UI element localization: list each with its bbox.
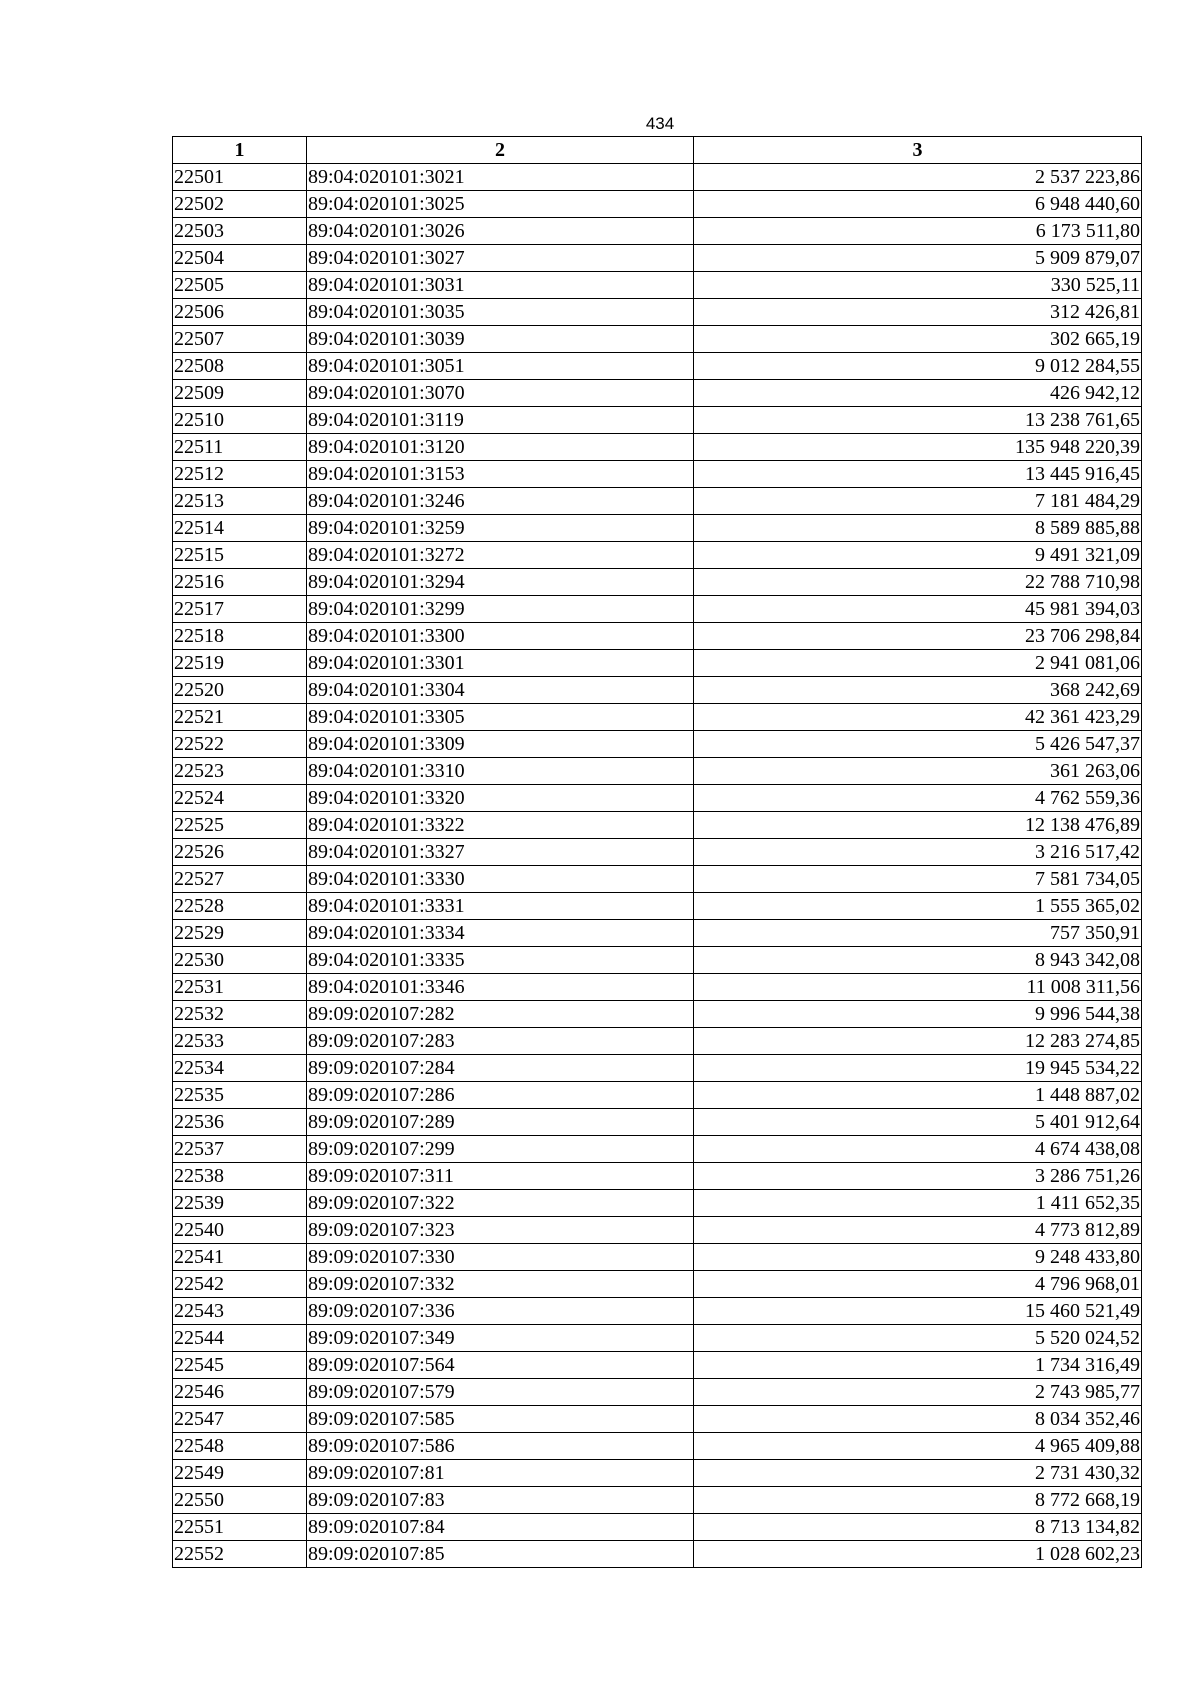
row-number: 22534 — [173, 1055, 307, 1082]
table-row — [173, 866, 1142, 893]
row-number: 22545 — [173, 1352, 307, 1379]
cadastral-value: 3 216 517,42 — [694, 839, 1142, 866]
cadastral-value: 5 426 547,37 — [694, 731, 1142, 758]
row-number: 22513 — [173, 488, 307, 515]
table-header-row — [173, 137, 1142, 164]
table-row — [173, 596, 1142, 623]
row-number: 22549 — [173, 1460, 307, 1487]
cadastral-value: 9 491 321,09 — [694, 542, 1142, 569]
cadastral-value: 42 361 423,29 — [694, 704, 1142, 731]
cadastral-number: 89:09:020107:81 — [307, 1460, 694, 1487]
cadastral-number: 89:09:020107:85 — [307, 1541, 694, 1568]
row-number: 22516 — [173, 569, 307, 596]
table-row — [173, 893, 1142, 920]
table-row — [173, 1352, 1142, 1379]
cadastral-number: 89:04:020101:3300 — [307, 623, 694, 650]
table-row — [173, 650, 1142, 677]
row-number: 22540 — [173, 1217, 307, 1244]
cadastral-number: 89:09:020107:282 — [307, 1001, 694, 1028]
cadastral-number: 89:04:020101:3051 — [307, 353, 694, 380]
row-number: 22514 — [173, 515, 307, 542]
row-number: 22544 — [173, 1325, 307, 1352]
cadastral-number: 89:04:020101:3119 — [307, 407, 694, 434]
cadastral-value: 426 942,12 — [694, 380, 1142, 407]
row-number: 22530 — [173, 947, 307, 974]
table-row — [173, 515, 1142, 542]
cadastral-number: 89:04:020101:3027 — [307, 245, 694, 272]
row-number: 22525 — [173, 812, 307, 839]
cadastral-number: 89:04:020101:3294 — [307, 569, 694, 596]
cadastral-value: 1 555 365,02 — [694, 893, 1142, 920]
cadastral-number: 89:09:020107:564 — [307, 1352, 694, 1379]
cadastral-value: 9 012 284,55 — [694, 353, 1142, 380]
cadastral-number: 89:09:020107:332 — [307, 1271, 694, 1298]
cadastral-value: 2 731 430,32 — [694, 1460, 1142, 1487]
table-row — [173, 1109, 1142, 1136]
cadastral-number: 89:09:020107:286 — [307, 1082, 694, 1109]
table-row — [173, 326, 1142, 353]
cadastral-value: 19 945 534,22 — [694, 1055, 1142, 1082]
cadastral-value: 6 173 511,80 — [694, 218, 1142, 245]
cadastral-number: 89:09:020107:83 — [307, 1487, 694, 1514]
cadastral-number: 89:09:020107:586 — [307, 1433, 694, 1460]
row-number: 22512 — [173, 461, 307, 488]
table-row — [173, 1190, 1142, 1217]
row-number: 22521 — [173, 704, 307, 731]
cadastral-number: 89:04:020101:3031 — [307, 272, 694, 299]
cadastral-value: 1 448 887,02 — [694, 1082, 1142, 1109]
table-row — [173, 1136, 1142, 1163]
row-number: 22511 — [173, 434, 307, 461]
table-row — [173, 1406, 1142, 1433]
cadastral-value: 9 996 544,38 — [694, 1001, 1142, 1028]
row-number: 22523 — [173, 758, 307, 785]
table-row — [173, 920, 1142, 947]
table-row — [173, 704, 1142, 731]
cadastral-value: 5 401 912,64 — [694, 1109, 1142, 1136]
row-number: 22527 — [173, 866, 307, 893]
table-row — [173, 488, 1142, 515]
cadastral-value: 12 283 274,85 — [694, 1028, 1142, 1055]
table-row — [173, 1271, 1142, 1298]
column-header-2: 2 — [307, 137, 694, 164]
cadastral-value: 45 981 394,03 — [694, 596, 1142, 623]
column-header-1: 1 — [173, 137, 307, 164]
row-number: 22519 — [173, 650, 307, 677]
cadastral-number: 89:04:020101:3304 — [307, 677, 694, 704]
row-number: 22504 — [173, 245, 307, 272]
table-row — [173, 1217, 1142, 1244]
row-number: 22538 — [173, 1163, 307, 1190]
row-number: 22535 — [173, 1082, 307, 1109]
row-number: 22528 — [173, 893, 307, 920]
row-number: 22548 — [173, 1433, 307, 1460]
cadastral-value: 5 520 024,52 — [694, 1325, 1142, 1352]
row-number: 22515 — [173, 542, 307, 569]
cadastral-value: 22 788 710,98 — [694, 569, 1142, 596]
row-number: 22526 — [173, 839, 307, 866]
table-row — [173, 299, 1142, 326]
cadastral-value: 368 242,69 — [694, 677, 1142, 704]
cadastral-number: 89:04:020101:3322 — [307, 812, 694, 839]
cadastral-number: 89:04:020101:3334 — [307, 920, 694, 947]
cadastral-value: 7 581 734,05 — [694, 866, 1142, 893]
row-number: 22503 — [173, 218, 307, 245]
cadastral-value: 8 943 342,08 — [694, 947, 1142, 974]
row-number: 22546 — [173, 1379, 307, 1406]
cadastral-value: 23 706 298,84 — [694, 623, 1142, 650]
cadastral-number: 89:04:020101:3330 — [307, 866, 694, 893]
table-row — [173, 1487, 1142, 1514]
cadastral-value: 330 525,11 — [694, 272, 1142, 299]
table-row — [173, 1082, 1142, 1109]
cadastral-number: 89:04:020101:3327 — [307, 839, 694, 866]
row-number: 22508 — [173, 353, 307, 380]
data-table — [172, 136, 1142, 1568]
table-row — [173, 1460, 1142, 1487]
row-number: 22551 — [173, 1514, 307, 1541]
row-number: 22552 — [173, 1541, 307, 1568]
cadastral-value: 1 734 316,49 — [694, 1352, 1142, 1379]
table-row — [173, 245, 1142, 272]
table-row — [173, 1433, 1142, 1460]
table-row — [173, 1028, 1142, 1055]
cadastral-value: 4 965 409,88 — [694, 1433, 1142, 1460]
cadastral-value: 13 445 916,45 — [694, 461, 1142, 488]
row-number: 22507 — [173, 326, 307, 353]
table-row — [173, 218, 1142, 245]
cadastral-number: 89:04:020101:3346 — [307, 974, 694, 1001]
cadastral-value: 3 286 751,26 — [694, 1163, 1142, 1190]
table-row — [173, 1055, 1142, 1082]
cadastral-value: 361 263,06 — [694, 758, 1142, 785]
cadastral-number: 89:09:020107:349 — [307, 1325, 694, 1352]
column-header-3: 3 — [694, 137, 1142, 164]
row-number: 22510 — [173, 407, 307, 434]
cadastral-number: 89:09:020107:322 — [307, 1190, 694, 1217]
cadastral-number: 89:09:020107:336 — [307, 1298, 694, 1325]
row-number: 22522 — [173, 731, 307, 758]
table-row — [173, 569, 1142, 596]
cadastral-value: 8 772 668,19 — [694, 1487, 1142, 1514]
row-number: 22506 — [173, 299, 307, 326]
cadastral-number: 89:09:020107:84 — [307, 1514, 694, 1541]
table-row — [173, 1163, 1142, 1190]
cadastral-value: 1 411 652,35 — [694, 1190, 1142, 1217]
cadastral-value: 4 796 968,01 — [694, 1271, 1142, 1298]
table-row — [173, 947, 1142, 974]
row-number: 22505 — [173, 272, 307, 299]
cadastral-value: 9 248 433,80 — [694, 1244, 1142, 1271]
cadastral-value: 302 665,19 — [694, 326, 1142, 353]
cadastral-number: 89:04:020101:3309 — [307, 731, 694, 758]
table-row — [173, 1001, 1142, 1028]
cadastral-number: 89:04:020101:3310 — [307, 758, 694, 785]
table-row — [173, 839, 1142, 866]
cadastral-value: 11 008 311,56 — [694, 974, 1142, 1001]
cadastral-number: 89:09:020107:289 — [307, 1109, 694, 1136]
cadastral-value: 312 426,81 — [694, 299, 1142, 326]
cadastral-number: 89:04:020101:3299 — [307, 596, 694, 623]
table-row — [173, 974, 1142, 1001]
cadastral-number: 89:04:020101:3259 — [307, 515, 694, 542]
cadastral-number: 89:04:020101:3335 — [307, 947, 694, 974]
table-row — [173, 542, 1142, 569]
cadastral-number: 89:04:020101:3026 — [307, 218, 694, 245]
cadastral-number: 89:09:020107:323 — [307, 1217, 694, 1244]
cadastral-number: 89:04:020101:3021 — [307, 164, 694, 191]
cadastral-value: 4 762 559,36 — [694, 785, 1142, 812]
cadastral-value: 757 350,91 — [694, 920, 1142, 947]
cadastral-value: 1 028 602,23 — [694, 1541, 1142, 1568]
table-row — [173, 1244, 1142, 1271]
row-number: 22520 — [173, 677, 307, 704]
table-row — [173, 407, 1142, 434]
table-row — [173, 812, 1142, 839]
cadastral-number: 89:04:020101:3301 — [307, 650, 694, 677]
table-row — [173, 623, 1142, 650]
table-row — [173, 1541, 1142, 1568]
cadastral-value: 7 181 484,29 — [694, 488, 1142, 515]
row-number: 22532 — [173, 1001, 307, 1028]
table-row — [173, 1325, 1142, 1352]
cadastral-value: 135 948 220,39 — [694, 434, 1142, 461]
table-row — [173, 434, 1142, 461]
table-row — [173, 1379, 1142, 1406]
cadastral-number: 89:04:020101:3025 — [307, 191, 694, 218]
cadastral-value: 13 238 761,65 — [694, 407, 1142, 434]
row-number: 22539 — [173, 1190, 307, 1217]
cadastral-number: 89:04:020101:3246 — [307, 488, 694, 515]
cadastral-value: 15 460 521,49 — [694, 1298, 1142, 1325]
cadastral-value: 6 948 440,60 — [694, 191, 1142, 218]
table-row — [173, 677, 1142, 704]
table-row — [173, 272, 1142, 299]
cadastral-value: 4 674 438,08 — [694, 1136, 1142, 1163]
row-number: 22537 — [173, 1136, 307, 1163]
cadastral-number: 89:04:020101:3272 — [307, 542, 694, 569]
table-row — [173, 380, 1142, 407]
cadastral-number: 89:04:020101:3331 — [307, 893, 694, 920]
cadastral-number: 89:04:020101:3153 — [307, 461, 694, 488]
table-row — [173, 1298, 1142, 1325]
row-number: 22541 — [173, 1244, 307, 1271]
cadastral-value: 2 941 081,06 — [694, 650, 1142, 677]
cadastral-number: 89:04:020101:3070 — [307, 380, 694, 407]
table-row — [173, 461, 1142, 488]
cadastral-number: 89:09:020107:283 — [307, 1028, 694, 1055]
cadastral-number: 89:04:020101:3039 — [307, 326, 694, 353]
cadastral-value: 8 713 134,82 — [694, 1514, 1142, 1541]
row-number: 22517 — [173, 596, 307, 623]
table-row — [173, 785, 1142, 812]
row-number: 22529 — [173, 920, 307, 947]
cadastral-number: 89:04:020101:3120 — [307, 434, 694, 461]
table-row — [173, 164, 1142, 191]
cadastral-number: 89:04:020101:3305 — [307, 704, 694, 731]
row-number: 22501 — [173, 164, 307, 191]
cadastral-value: 8 034 352,46 — [694, 1406, 1142, 1433]
row-number: 22509 — [173, 380, 307, 407]
cadastral-number: 89:09:020107:330 — [307, 1244, 694, 1271]
table-body — [173, 164, 1142, 1568]
cadastral-value: 2 537 223,86 — [694, 164, 1142, 191]
cadastral-number: 89:04:020101:3320 — [307, 785, 694, 812]
row-number: 22547 — [173, 1406, 307, 1433]
cadastral-value: 8 589 885,88 — [694, 515, 1142, 542]
row-number: 22536 — [173, 1109, 307, 1136]
cadastral-number: 89:09:020107:299 — [307, 1136, 694, 1163]
cadastral-value: 4 773 812,89 — [694, 1217, 1142, 1244]
row-number: 22502 — [173, 191, 307, 218]
table-row — [173, 191, 1142, 218]
table-row — [173, 758, 1142, 785]
cadastral-number: 89:09:020107:311 — [307, 1163, 694, 1190]
table-row — [173, 353, 1142, 380]
cadastral-number: 89:04:020101:3035 — [307, 299, 694, 326]
row-number: 22531 — [173, 974, 307, 1001]
cadastral-number: 89:09:020107:579 — [307, 1379, 694, 1406]
cadastral-number: 89:09:020107:585 — [307, 1406, 694, 1433]
row-number: 22518 — [173, 623, 307, 650]
table-row — [173, 1514, 1142, 1541]
cadastral-value: 12 138 476,89 — [694, 812, 1142, 839]
row-number: 22533 — [173, 1028, 307, 1055]
page-number: 434 — [645, 114, 675, 133]
table-row — [173, 731, 1142, 758]
cadastral-value: 2 743 985,77 — [694, 1379, 1142, 1406]
row-number: 22542 — [173, 1271, 307, 1298]
cadastral-value: 5 909 879,07 — [694, 245, 1142, 272]
row-number: 22543 — [173, 1298, 307, 1325]
row-number: 22524 — [173, 785, 307, 812]
row-number: 22550 — [173, 1487, 307, 1514]
cadastral-number: 89:09:020107:284 — [307, 1055, 694, 1082]
